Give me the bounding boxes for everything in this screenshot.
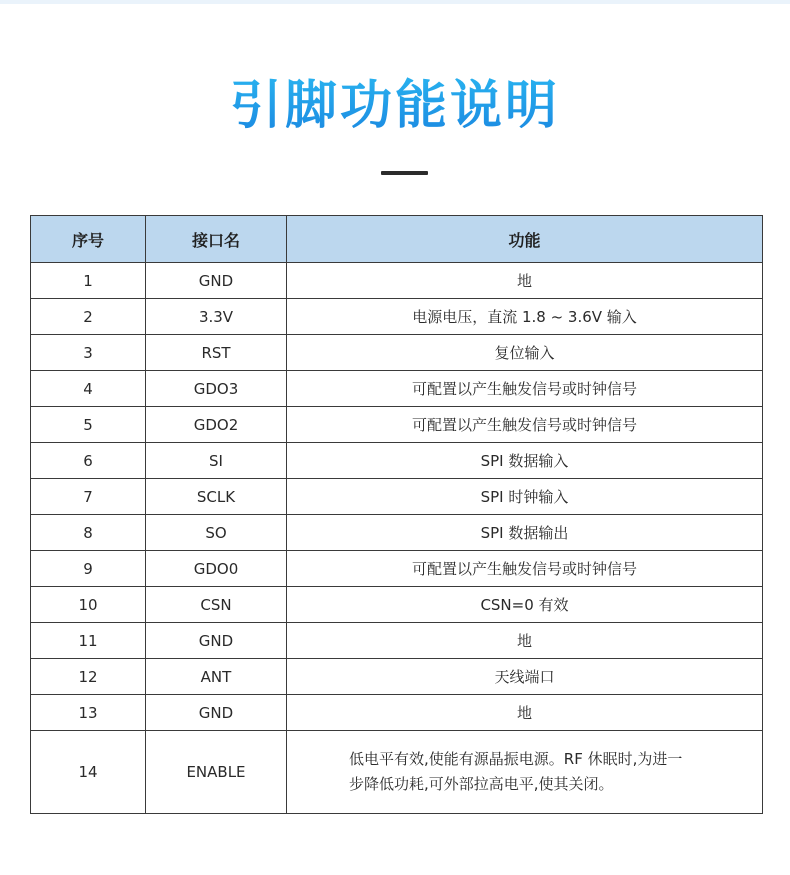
header-interface: 接口名 xyxy=(146,216,287,263)
cell-function: CSN=0 有效 xyxy=(287,587,763,623)
cell-interface: RST xyxy=(146,335,287,371)
pin-function-table xyxy=(30,215,763,814)
cell-interface: SI xyxy=(146,443,287,479)
cell-interface: GND xyxy=(146,695,287,731)
cell-interface: GND xyxy=(146,263,287,299)
cell-interface: ANT xyxy=(146,659,287,695)
table-row xyxy=(31,695,763,731)
cell-interface: SCLK xyxy=(146,479,287,515)
cell-index: 4 xyxy=(31,371,146,407)
table-row xyxy=(31,515,763,551)
cell-function: 地 xyxy=(287,695,763,731)
table-row xyxy=(31,731,763,814)
cell-function: 地 xyxy=(287,263,763,299)
cell-index: 9 xyxy=(31,551,146,587)
cell-index: 1 xyxy=(31,263,146,299)
cell-function: 可配置以产生触发信号或时钟信号 xyxy=(287,407,763,443)
header-function: 功能 xyxy=(287,216,763,263)
table-row xyxy=(31,407,763,443)
cell-function: 复位输入 xyxy=(287,335,763,371)
cell-function xyxy=(287,731,763,814)
table-row xyxy=(31,623,763,659)
table-row xyxy=(31,551,763,587)
cell-interface: CSN xyxy=(146,587,287,623)
cell-function: 可配置以产生触发信号或时钟信号 xyxy=(287,551,763,587)
table-row xyxy=(31,479,763,515)
cell-index: 8 xyxy=(31,515,146,551)
cell-index: 12 xyxy=(31,659,146,695)
table-row xyxy=(31,299,763,335)
table-row xyxy=(31,587,763,623)
cell-interface: SO xyxy=(146,515,287,551)
cell-function: 地 xyxy=(287,623,763,659)
table-header-row xyxy=(31,216,763,263)
cell-index: 2 xyxy=(31,299,146,335)
header-index: 序号 xyxy=(31,216,146,263)
cell-interface: GDO3 xyxy=(146,371,287,407)
cell-interface: GND xyxy=(146,623,287,659)
page-title: 引脚功能说明 xyxy=(0,72,790,140)
cell-function: 天线端口 xyxy=(287,659,763,695)
cell-function: 可配置以产生触发信号或时钟信号 xyxy=(287,371,763,407)
table-row xyxy=(31,443,763,479)
table-row xyxy=(31,335,763,371)
cell-index: 5 xyxy=(31,407,146,443)
table-row xyxy=(31,371,763,407)
top-strip xyxy=(0,0,790,4)
cell-interface: ENABLE xyxy=(146,731,287,814)
title-underline xyxy=(381,171,428,175)
cell-index: 13 xyxy=(31,695,146,731)
cell-function: SPI 数据输入 xyxy=(287,443,763,479)
cell-index: 11 xyxy=(31,623,146,659)
cell-function-text: 低电平有效,使能有源晶振电源。RF 休眠时,为进一步降低功耗,可外部拉高电平,使其关闭。 xyxy=(349,750,683,793)
cell-function: SPI 时钟输入 xyxy=(287,479,763,515)
cell-function: 电源电压，直流 1.8 ~ 3.6V 输入 xyxy=(287,299,763,335)
table-row xyxy=(31,659,763,695)
table-row xyxy=(31,263,763,299)
cell-index: 7 xyxy=(31,479,146,515)
cell-interface: 3.3V xyxy=(146,299,287,335)
cell-interface: GDO2 xyxy=(146,407,287,443)
cell-index: 6 xyxy=(31,443,146,479)
cell-index: 10 xyxy=(31,587,146,623)
cell-index: 3 xyxy=(31,335,146,371)
cell-function: SPI 数据输出 xyxy=(287,515,763,551)
cell-interface: GDO0 xyxy=(146,551,287,587)
cell-index: 14 xyxy=(31,731,146,814)
